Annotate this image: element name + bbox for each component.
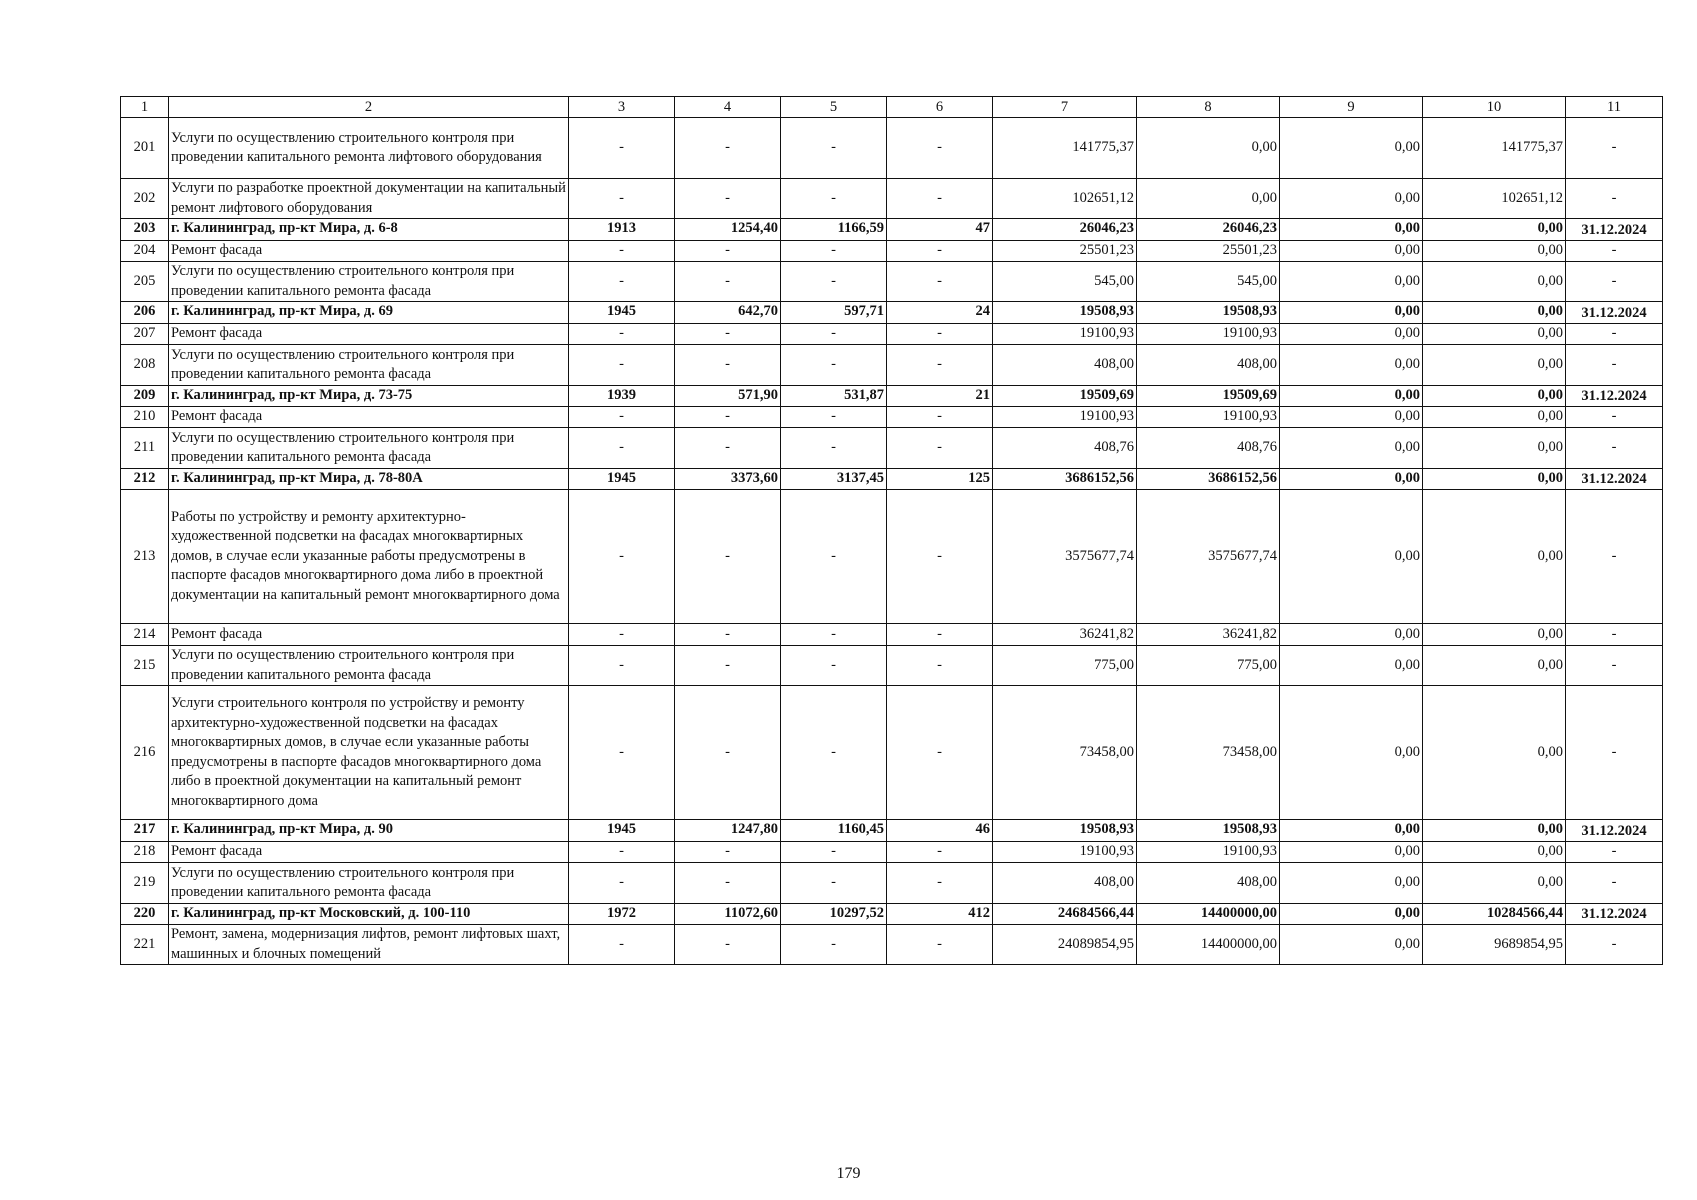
address-row xyxy=(121,302,1663,324)
cell-col6: 125 xyxy=(887,469,993,490)
cell-col8: 408,00 xyxy=(1137,345,1280,386)
cell-col7: 19100,93 xyxy=(993,842,1137,863)
cell-col7: 102651,12 xyxy=(993,179,1137,219)
cell-col8: 545,00 xyxy=(1137,262,1280,302)
cell-col8: 14400000,00 xyxy=(1137,925,1280,965)
cell-col5: - xyxy=(781,345,887,386)
cell-col6: - xyxy=(887,842,993,863)
cell-number: 214 xyxy=(121,624,169,646)
cell-name: г. Калининград, пр-кт Мира, д. 69 xyxy=(169,302,569,324)
cell-col5: 10297,52 xyxy=(781,904,887,925)
cell-col4: - xyxy=(675,345,781,386)
cell-col4: - xyxy=(675,490,781,624)
cell-col10: 0,00 xyxy=(1423,386,1566,407)
cell-col11: - xyxy=(1566,262,1663,302)
cell-name: г. Калининград, пр-кт Мира, д. 6-8 xyxy=(169,219,569,241)
cell-col10: 0,00 xyxy=(1423,624,1566,646)
table-row xyxy=(121,863,1663,904)
cell-col5: - xyxy=(781,842,887,863)
cell-col7: 26046,23 xyxy=(993,219,1137,241)
cell-col6: - xyxy=(887,686,993,820)
cell-col9: 0,00 xyxy=(1280,820,1423,842)
cell-number: 205 xyxy=(121,262,169,302)
cell-col7: 545,00 xyxy=(993,262,1137,302)
cell-col7: 408,00 xyxy=(993,863,1137,904)
header-cell: 7 xyxy=(993,97,1137,118)
cell-col5: 597,71 xyxy=(781,302,887,324)
cell-col8: 19509,69 xyxy=(1137,386,1280,407)
cell-col3: 1972 xyxy=(569,904,675,925)
cell-name: Услуги по осуществлению строительного контроля при проведении капитального ремонта фасада xyxy=(169,262,569,302)
cell-name: Услуги по осуществлению строительного контроля при проведении капитального ремонта фасада xyxy=(169,345,569,386)
cell-col7: 73458,00 xyxy=(993,686,1137,820)
cell-col6: - xyxy=(887,345,993,386)
cell-col3: - xyxy=(569,324,675,345)
cell-col7: 36241,82 xyxy=(993,624,1137,646)
cell-number: 213 xyxy=(121,490,169,624)
cell-col4: - xyxy=(675,179,781,219)
cell-col11: - xyxy=(1566,624,1663,646)
cell-col8: 3575677,74 xyxy=(1137,490,1280,624)
cell-col5: - xyxy=(781,324,887,345)
cell-col11: - xyxy=(1566,118,1663,179)
cell-col11: - xyxy=(1566,646,1663,686)
table-row xyxy=(121,324,1663,345)
cell-col11: - xyxy=(1566,345,1663,386)
table-body xyxy=(121,97,1663,965)
cell-col4: - xyxy=(675,863,781,904)
cell-col6: - xyxy=(887,863,993,904)
cell-col6: 412 xyxy=(887,904,993,925)
cell-col4: - xyxy=(675,624,781,646)
header-cell: 8 xyxy=(1137,97,1280,118)
cell-col5: - xyxy=(781,118,887,179)
cell-name: Ремонт, замена, модернизация лифтов, ремонт лифтовых шахт, машинных и блочных помещений xyxy=(169,925,569,965)
cell-col10: 0,00 xyxy=(1423,262,1566,302)
cell-col3: - xyxy=(569,842,675,863)
cell-col6: - xyxy=(887,925,993,965)
cell-name: Услуги по осуществлению строительного контроля при проведении капитального ремонта фасада xyxy=(169,863,569,904)
cell-name: г. Калининград, пр-кт Мира, д. 90 xyxy=(169,820,569,842)
cell-col3: - xyxy=(569,407,675,428)
cell-col3: - xyxy=(569,863,675,904)
header-cell: 5 xyxy=(781,97,887,118)
cell-col3: - xyxy=(569,925,675,965)
cell-col6: - xyxy=(887,241,993,262)
cell-col7: 408,76 xyxy=(993,428,1137,469)
table-row xyxy=(121,345,1663,386)
cell-col4: - xyxy=(675,428,781,469)
cell-col10: 0,00 xyxy=(1423,324,1566,345)
cell-col5: - xyxy=(781,646,887,686)
cell-col11: 31.12.2024 xyxy=(1566,904,1663,925)
cell-col4: - xyxy=(675,241,781,262)
cell-col6: 46 xyxy=(887,820,993,842)
cell-col3: - xyxy=(569,646,675,686)
header-cell: 6 xyxy=(887,97,993,118)
cell-col8: 36241,82 xyxy=(1137,624,1280,646)
cell-col8: 25501,23 xyxy=(1137,241,1280,262)
cell-col4: - xyxy=(675,686,781,820)
cell-col9: 0,00 xyxy=(1280,118,1423,179)
cell-number: 201 xyxy=(121,118,169,179)
cell-col11: 31.12.2024 xyxy=(1566,219,1663,241)
cell-col8: 408,76 xyxy=(1137,428,1280,469)
cell-col10: 0,00 xyxy=(1423,863,1566,904)
header-row xyxy=(121,97,1663,118)
cell-col4: - xyxy=(675,262,781,302)
cell-name: Услуги по осуществлению строительного контроля при проведении капитального ремонта фасада xyxy=(169,646,569,686)
cell-col8: 775,00 xyxy=(1137,646,1280,686)
cell-col10: 0,00 xyxy=(1423,219,1566,241)
cell-number: 208 xyxy=(121,345,169,386)
cell-col7: 408,00 xyxy=(993,345,1137,386)
cell-col8: 14400000,00 xyxy=(1137,904,1280,925)
cell-col8: 26046,23 xyxy=(1137,219,1280,241)
cell-col4: 3373,60 xyxy=(675,469,781,490)
cell-col5: - xyxy=(781,262,887,302)
cell-number: 221 xyxy=(121,925,169,965)
cell-col6: 21 xyxy=(887,386,993,407)
cell-col11: - xyxy=(1566,407,1663,428)
cell-col6: 24 xyxy=(887,302,993,324)
cell-col5: - xyxy=(781,179,887,219)
cell-col5: - xyxy=(781,624,887,646)
cell-col9: 0,00 xyxy=(1280,407,1423,428)
cell-col4: 1247,80 xyxy=(675,820,781,842)
cell-col5: - xyxy=(781,428,887,469)
cell-col9: 0,00 xyxy=(1280,842,1423,863)
cell-col9: 0,00 xyxy=(1280,302,1423,324)
cell-col10: 141775,37 xyxy=(1423,118,1566,179)
cell-number: 219 xyxy=(121,863,169,904)
cell-col11: - xyxy=(1566,324,1663,345)
cell-col7: 775,00 xyxy=(993,646,1137,686)
cell-col5: - xyxy=(781,490,887,624)
cell-col6: - xyxy=(887,428,993,469)
cell-col4: 642,70 xyxy=(675,302,781,324)
cell-col11: - xyxy=(1566,428,1663,469)
cell-col4: 571,90 xyxy=(675,386,781,407)
cell-name: г. Калининград, пр-кт Московский, д. 100-110 xyxy=(169,904,569,925)
cell-name: Услуги по осуществлению строительного контроля при проведении капитального ремонта фасада xyxy=(169,428,569,469)
cell-col10: 0,00 xyxy=(1423,345,1566,386)
cell-col8: 408,00 xyxy=(1137,863,1280,904)
cell-col3: 1939 xyxy=(569,386,675,407)
cell-col9: 0,00 xyxy=(1280,386,1423,407)
cell-col11: - xyxy=(1566,179,1663,219)
cell-col6: - xyxy=(887,407,993,428)
table-row xyxy=(121,490,1663,624)
header-cell: 10 xyxy=(1423,97,1566,118)
address-row xyxy=(121,386,1663,407)
cell-number: 215 xyxy=(121,646,169,686)
cell-number: 207 xyxy=(121,324,169,345)
cell-col3: 1945 xyxy=(569,820,675,842)
cell-name: Ремонт фасада xyxy=(169,241,569,262)
cell-col8: 19508,93 xyxy=(1137,302,1280,324)
cell-col11: 31.12.2024 xyxy=(1566,820,1663,842)
cell-col10: 0,00 xyxy=(1423,428,1566,469)
cell-number: 212 xyxy=(121,469,169,490)
cell-col9: 0,00 xyxy=(1280,646,1423,686)
cell-col4: 1254,40 xyxy=(675,219,781,241)
cell-col7: 19509,69 xyxy=(993,386,1137,407)
cell-name: Услуги по разработке проектной документации на капитальный ремонт лифтового оборудования xyxy=(169,179,569,219)
cell-col10: 0,00 xyxy=(1423,241,1566,262)
cell-name: Работы по устройству и ремонту архитектурно-художественной подсветки на фасадах многоквартирных домов, в случае если указанные работы предусмотрены в паспорте фасадов многоквартирного дома либо в проектной документации на капитальный ремонт многоквартирного дома xyxy=(169,490,569,624)
cell-col7: 24684566,44 xyxy=(993,904,1137,925)
cell-col3: - xyxy=(569,241,675,262)
cell-col11: - xyxy=(1566,490,1663,624)
cell-number: 203 xyxy=(121,219,169,241)
cell-col3: - xyxy=(569,490,675,624)
cell-col5: - xyxy=(781,241,887,262)
page-number: 179 xyxy=(836,1165,861,1182)
cell-col3: 1945 xyxy=(569,469,675,490)
cell-col9: 0,00 xyxy=(1280,179,1423,219)
table-row xyxy=(121,686,1663,820)
cell-col5: 1166,59 xyxy=(781,219,887,241)
cell-col7: 25501,23 xyxy=(993,241,1137,262)
cell-name: Услуги по осуществлению строительного контроля при проведении капитального ремонта лифтового оборудования xyxy=(169,118,569,179)
cell-col6: - xyxy=(887,490,993,624)
cell-name: Ремонт фасада xyxy=(169,407,569,428)
cell-col9: 0,00 xyxy=(1280,490,1423,624)
address-row xyxy=(121,904,1663,925)
cell-col4: - xyxy=(675,646,781,686)
cell-col8: 3686152,56 xyxy=(1137,469,1280,490)
cell-col11: - xyxy=(1566,686,1663,820)
cell-col3: - xyxy=(569,262,675,302)
cell-col4: 11072,60 xyxy=(675,904,781,925)
table-row xyxy=(121,646,1663,686)
cell-col10: 9689854,95 xyxy=(1423,925,1566,965)
header-cell: 9 xyxy=(1280,97,1423,118)
cell-name: Услуги строительного контроля по устройству и ремонту архитектурно-художественной подсветки на фасадах многоквартирных домов, в случае если указанные работы предусмотрены в паспорте фасадов многоквартирного дома либо в проектной документации на капитальный ремонт многоквартирного дома xyxy=(169,686,569,820)
table-row xyxy=(121,925,1663,965)
cell-col11: - xyxy=(1566,842,1663,863)
cell-col3: 1913 xyxy=(569,219,675,241)
cell-number: 204 xyxy=(121,241,169,262)
cell-col5: - xyxy=(781,407,887,428)
cell-col9: 0,00 xyxy=(1280,624,1423,646)
cell-col5: - xyxy=(781,863,887,904)
cell-col5: 531,87 xyxy=(781,386,887,407)
cell-col6: - xyxy=(887,118,993,179)
cell-col10: 0,00 xyxy=(1423,490,1566,624)
cell-number: 216 xyxy=(121,686,169,820)
table-row xyxy=(121,118,1663,179)
cell-col11: 31.12.2024 xyxy=(1566,469,1663,490)
cell-col7: 3575677,74 xyxy=(993,490,1137,624)
header-cell: 4 xyxy=(675,97,781,118)
cell-col6: - xyxy=(887,646,993,686)
table-row xyxy=(121,262,1663,302)
cell-col9: 0,00 xyxy=(1280,219,1423,241)
cell-col11: 31.12.2024 xyxy=(1566,386,1663,407)
cell-col10: 0,00 xyxy=(1423,407,1566,428)
cell-col10: 0,00 xyxy=(1423,820,1566,842)
cell-col9: 0,00 xyxy=(1280,904,1423,925)
cell-col3: - xyxy=(569,118,675,179)
cell-col6: - xyxy=(887,624,993,646)
cell-col10: 0,00 xyxy=(1423,646,1566,686)
cell-col8: 19100,93 xyxy=(1137,407,1280,428)
header-cell: 2 xyxy=(169,97,569,118)
cell-col4: - xyxy=(675,407,781,428)
cell-col11: - xyxy=(1566,863,1663,904)
cell-col7: 19508,93 xyxy=(993,820,1137,842)
header-cell: 1 xyxy=(121,97,169,118)
cell-col6: - xyxy=(887,324,993,345)
cell-col6: 47 xyxy=(887,219,993,241)
address-row xyxy=(121,469,1663,490)
cell-col3: 1945 xyxy=(569,302,675,324)
works-table xyxy=(120,96,1663,965)
cell-col9: 0,00 xyxy=(1280,262,1423,302)
cell-col5: - xyxy=(781,925,887,965)
cell-col8: 19100,93 xyxy=(1137,324,1280,345)
cell-col9: 0,00 xyxy=(1280,469,1423,490)
cell-col7: 141775,37 xyxy=(993,118,1137,179)
cell-col9: 0,00 xyxy=(1280,241,1423,262)
table-row xyxy=(121,428,1663,469)
table-row xyxy=(121,179,1663,219)
cell-name: г. Калининград, пр-кт Мира, д. 73-75 xyxy=(169,386,569,407)
cell-col8: 19100,93 xyxy=(1137,842,1280,863)
cell-col3: - xyxy=(569,686,675,820)
cell-name: Ремонт фасада xyxy=(169,324,569,345)
cell-col3: - xyxy=(569,345,675,386)
cell-col11: 31.12.2024 xyxy=(1566,302,1663,324)
table-row xyxy=(121,624,1663,646)
cell-number: 202 xyxy=(121,179,169,219)
cell-number: 217 xyxy=(121,820,169,842)
cell-col7: 19100,93 xyxy=(993,407,1137,428)
cell-col10: 0,00 xyxy=(1423,469,1566,490)
cell-col3: - xyxy=(569,179,675,219)
cell-col4: - xyxy=(675,324,781,345)
cell-name: Ремонт фасада xyxy=(169,842,569,863)
cell-number: 211 xyxy=(121,428,169,469)
cell-col8: 19508,93 xyxy=(1137,820,1280,842)
cell-number: 218 xyxy=(121,842,169,863)
cell-col10: 0,00 xyxy=(1423,686,1566,820)
cell-col8: 73458,00 xyxy=(1137,686,1280,820)
table-row xyxy=(121,407,1663,428)
cell-col4: - xyxy=(675,118,781,179)
cell-col8: 0,00 xyxy=(1137,118,1280,179)
cell-number: 206 xyxy=(121,302,169,324)
address-row xyxy=(121,820,1663,842)
cell-col9: 0,00 xyxy=(1280,428,1423,469)
header-cell: 3 xyxy=(569,97,675,118)
cell-col4: - xyxy=(675,925,781,965)
cell-col8: 0,00 xyxy=(1137,179,1280,219)
table-row xyxy=(121,241,1663,262)
cell-col10: 102651,12 xyxy=(1423,179,1566,219)
cell-col3: - xyxy=(569,428,675,469)
cell-name: г. Калининград, пр-кт Мира, д. 78-80А xyxy=(169,469,569,490)
cell-col11: - xyxy=(1566,925,1663,965)
table-row xyxy=(121,842,1663,863)
cell-col5: - xyxy=(781,686,887,820)
cell-col9: 0,00 xyxy=(1280,324,1423,345)
cell-col6: - xyxy=(887,179,993,219)
cell-col7: 19508,93 xyxy=(993,302,1137,324)
cell-col11: - xyxy=(1566,241,1663,262)
cell-col5: 1160,45 xyxy=(781,820,887,842)
cell-name: Ремонт фасада xyxy=(169,624,569,646)
cell-number: 210 xyxy=(121,407,169,428)
address-row xyxy=(121,219,1663,241)
cell-col9: 0,00 xyxy=(1280,686,1423,820)
cell-number: 209 xyxy=(121,386,169,407)
cell-number: 220 xyxy=(121,904,169,925)
cell-col3: - xyxy=(569,624,675,646)
cell-col10: 10284566,44 xyxy=(1423,904,1566,925)
cell-col9: 0,00 xyxy=(1280,925,1423,965)
cell-col7: 24089854,95 xyxy=(993,925,1137,965)
cell-col6: - xyxy=(887,262,993,302)
header-cell: 11 xyxy=(1566,97,1663,118)
cell-col9: 0,00 xyxy=(1280,345,1423,386)
cell-col4: - xyxy=(675,842,781,863)
cell-col10: 0,00 xyxy=(1423,302,1566,324)
cell-col10: 0,00 xyxy=(1423,842,1566,863)
cell-col7: 3686152,56 xyxy=(993,469,1137,490)
cell-col5: 3137,45 xyxy=(781,469,887,490)
cell-col9: 0,00 xyxy=(1280,863,1423,904)
cell-col7: 19100,93 xyxy=(993,324,1137,345)
